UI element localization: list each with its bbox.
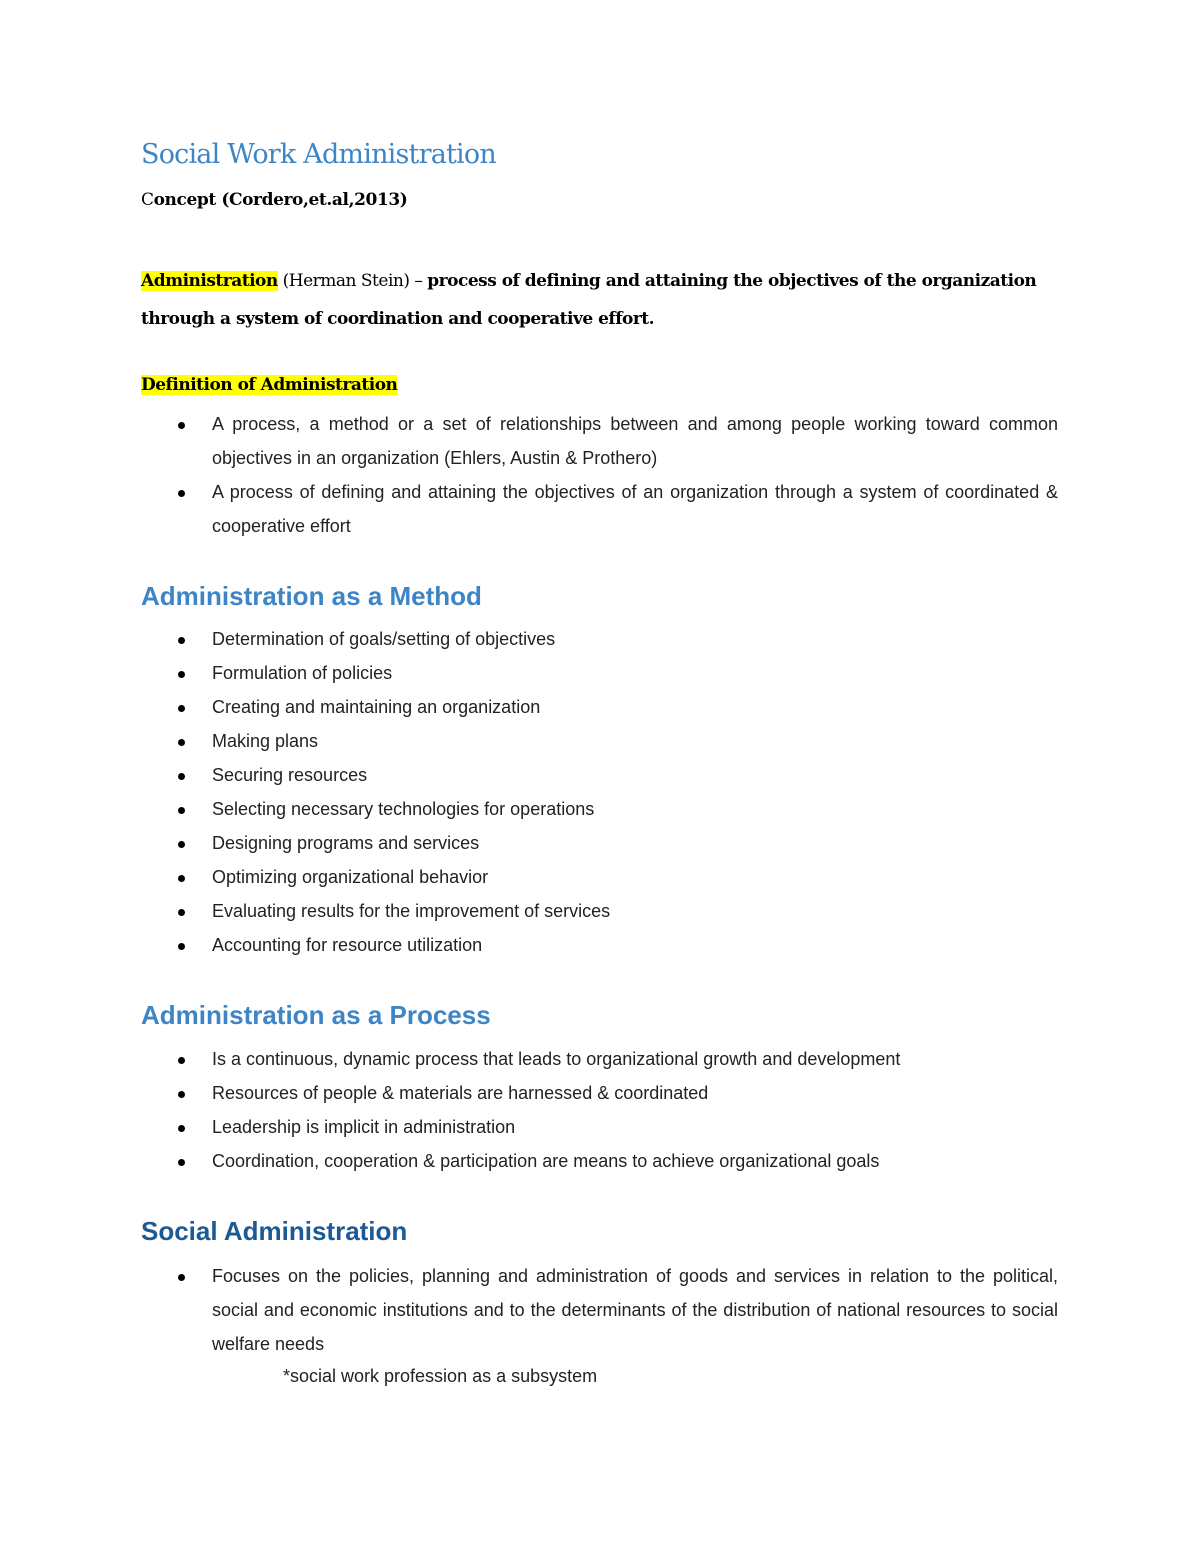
bullet-icon bbox=[178, 422, 185, 429]
list-item: Designing programs and services bbox=[0, 826, 1058, 860]
list-item: A process of defining and attaining the objectives of an organization through a system of coordinated & cooperative effort bbox=[0, 475, 1058, 543]
bullet-icon bbox=[178, 671, 185, 678]
bullet-icon bbox=[178, 705, 185, 712]
list-item: Making plans bbox=[0, 724, 1058, 758]
list-item: Coordination, cooperation & participation are means to achieve organizational goals bbox=[0, 1144, 1058, 1178]
bullet-icon bbox=[178, 909, 185, 916]
process-list bbox=[0, 1042, 1058, 1178]
list-item: Selecting necessary technologies for operations bbox=[0, 792, 1058, 826]
list-item: Leadership is implicit in administration bbox=[0, 1110, 1058, 1144]
list-item: Evaluating results for the improvement of services bbox=[0, 894, 1058, 928]
concept-citation: oncept (Cordero,et.al,2013) bbox=[153, 190, 408, 210]
list-item: Determination of goals/setting of objectives bbox=[0, 622, 1058, 656]
method-list bbox=[0, 622, 1058, 962]
definition-heading: Definition of Administration bbox=[141, 375, 398, 395]
bullet-icon bbox=[178, 1159, 185, 1166]
administration-definition-paragraph bbox=[141, 262, 1071, 338]
bullet-icon bbox=[178, 1057, 185, 1064]
bullet-icon bbox=[178, 490, 185, 497]
concept-first-letter: C bbox=[141, 190, 154, 210]
bullet-icon bbox=[178, 637, 185, 644]
list-item: Is a continuous, dynamic process that leads to organizational growth and development bbox=[0, 1042, 1058, 1076]
list-item: Optimizing organizational behavior bbox=[0, 860, 1058, 894]
concept-line bbox=[141, 190, 407, 210]
list-item: Resources of people & materials are harnessed & coordinated bbox=[0, 1076, 1058, 1110]
bullet-icon bbox=[178, 875, 185, 882]
bullet-icon bbox=[178, 739, 185, 746]
list-item: Focuses on the policies, planning and administration of goods and services in relation to the political, social and economic institutions and to the determinants of the distribution of national resources to social welfare needs bbox=[0, 1259, 1058, 1361]
administration-author: (Herman Stein) – bbox=[277, 271, 428, 291]
bullet-icon bbox=[178, 1091, 185, 1098]
definition-list bbox=[0, 407, 1058, 543]
bullet-icon bbox=[178, 773, 185, 780]
social-work-note: *social work profession as a subsystem bbox=[283, 1366, 598, 1386]
administration-definition-text: process of defining and attaining the objectives of the organization through a system of coordination and cooperative effort. bbox=[141, 271, 1037, 329]
bullet-icon bbox=[178, 1274, 185, 1281]
bullet-icon bbox=[178, 841, 185, 848]
bullet-icon bbox=[178, 807, 185, 814]
list-item: Formulation of policies bbox=[0, 656, 1058, 690]
bullet-icon bbox=[178, 943, 185, 950]
bullet-icon bbox=[178, 1125, 185, 1132]
list-item: Accounting for resource utilization bbox=[0, 928, 1058, 962]
document-title: Social Work Administration bbox=[141, 139, 496, 170]
administration-term: Administration bbox=[141, 271, 278, 291]
method-heading: Administration as a Method bbox=[141, 581, 482, 611]
list-item: A process, a method or a set of relationships between and among people working toward common objectives in an organization (Ehlers, Austin & Prothero) bbox=[0, 407, 1058, 475]
list-item: Creating and maintaining an organization bbox=[0, 690, 1058, 724]
social-administration-list bbox=[0, 1259, 1058, 1361]
process-heading: Administration as a Process bbox=[141, 1000, 491, 1030]
social-administration-heading: Social Administration bbox=[141, 1216, 408, 1246]
list-item: Securing resources bbox=[0, 758, 1058, 792]
